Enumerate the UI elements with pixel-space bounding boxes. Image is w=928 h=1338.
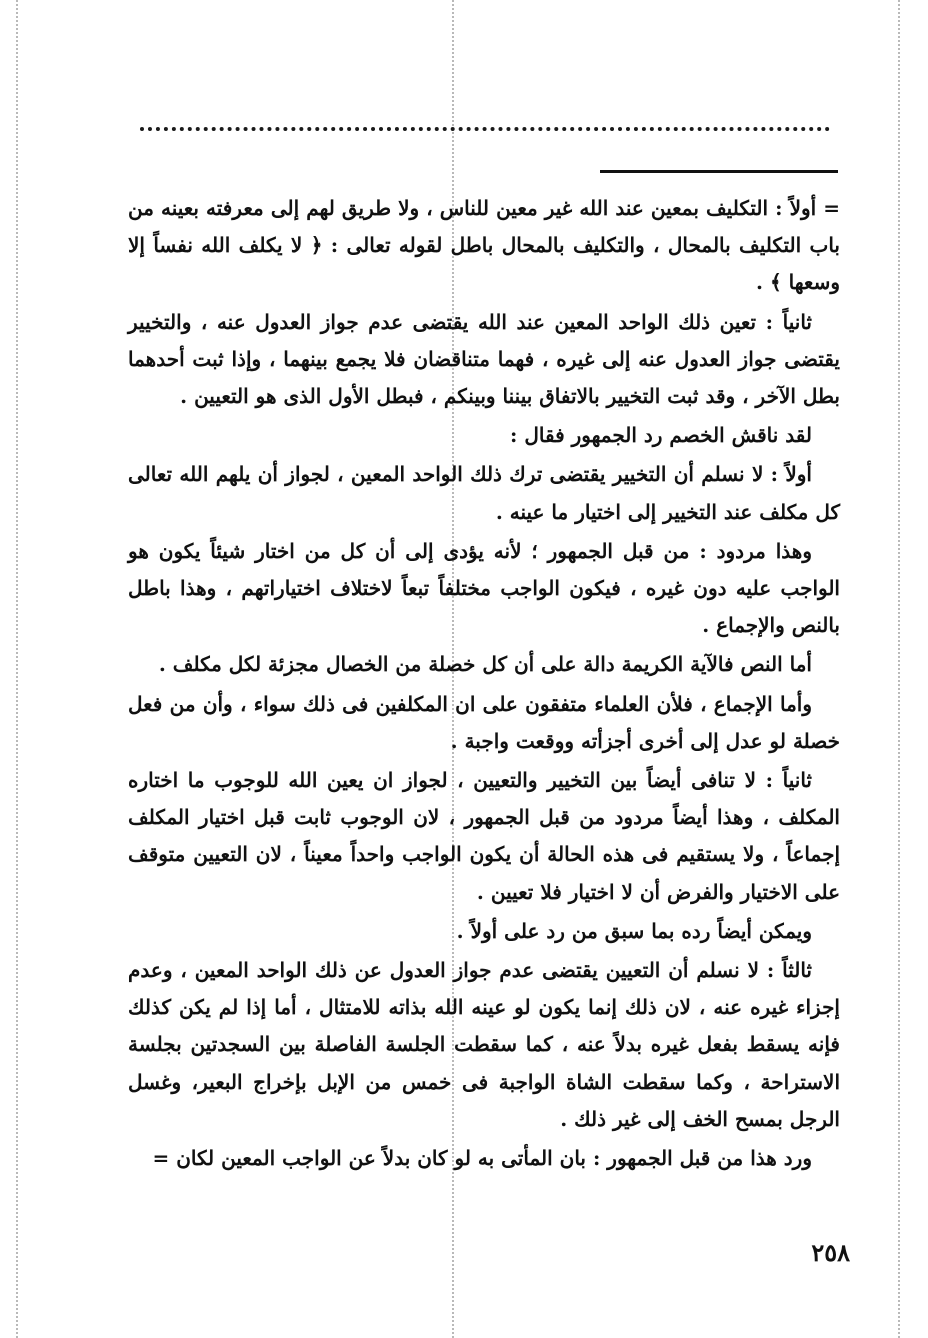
paragraph: ثانياً : لا تنافى أيضاً بين التخيير والتعيين ، لجواز ان يعين الله للوجوب ما اختاره المكلف ، وهذا أيضاً مردود من قبل الجمهور ، لان الوجوب ثابت قبل اختيار المكلف إجماعاً ، ولا يستقيم فى هذه الحالة أن يكون الواجب واحداً معيناً ، لان التعيين متوقف على الاختيار والفرض أن لا اختيار فلا تعيين . xyxy=(128,768,840,904)
paragraph: وهذا مردود : من قبل الجمهور ؛ لأنه يؤدى إلى أن كل من اختار شيئاً يكون هو الواجب عليه دون غيره ، فيكون الواجب مختلفاً تبعاً لاختلاف اختياراتهم ، وهذا باطل بالنص والإجماع . xyxy=(128,538,840,638)
page-number: ٢٥٨ xyxy=(811,1238,850,1267)
paragraph: ورد هذا من قبل الجمهور : بان المأتى به لو كان بدلاً عن الواجب المعين لكان = xyxy=(152,1146,812,1171)
paragraph: ويمكن أيضاً رده بما سبق من رد على أولاً . xyxy=(456,918,812,943)
footnote-text xyxy=(128,190,840,1179)
paragraph: أما النص فالآية الكريمة دالة على أن كل خصلة من الخصال مجزئة لكل مكلف . xyxy=(158,652,812,677)
paragraph: وأما الإجماع ، فلأن العلماء متفقون على ان المكلفين فى ذلك سواء ، وأن من فعل خصلة لو عدل إلى أخرى أجزأته ووقعت واجبة . xyxy=(128,691,840,753)
dotted-separator xyxy=(140,127,830,131)
paragraph: لقد ناقش الخصم رد الجمهور فقال : xyxy=(509,423,812,448)
paragraph: ثالثاً : لا نسلم أن التعيين يقتضى عدم جواز العدول عن ذلك الواحد المعين ، وعدم إجزاء غيره عنه ، لان ذلك إنما يكون لو عينه الله بذاته للامتثال ، أما إذا لم يكن كذلك فإنه يسقط بفعل غيره بدلاً عنه ، كما سقطت الجلسة الفاصلة بين السجدتين بجلسة الاستراحة ، وكما سقطت الشاة الواجبة فى خمس من الإبل بإخراج البعير، وغسل الرجل بمسح الخف إلى غير ذلك . xyxy=(128,958,840,1131)
paragraph: أولاً : لا نسلم أن التخيير يقتضى ترك ذلك الواحد المعين ، لجواز أن يلهم الله تعالى كل مكلف عند التخيير إلى اختيار ما عينه . xyxy=(128,462,840,524)
scan-dotted-line xyxy=(16,0,18,1338)
paragraph: = أولاً : التكليف بمعين عند الله غير معين للناس ، ولا طريق لهم إلى معرفته بعينه من باب التكليف بالمحال ، والتكليف بالمحال باطل لقوله تعالى : ﴿ لا يكلف الله نفساً إلا وسعها ﴾ . xyxy=(128,196,840,295)
footnote-rule xyxy=(600,170,838,173)
paragraph: ثانياً : تعين ذلك الواحد المعين عند الله يقتضى عدم جواز العدول عنه ، والتخيير يقتضى جواز العدول عنه إلى غيره ، فهما متناقضان فلا يجمع بينهما ، وإذا ثبت أحدهما بطل الآخر ، وقد ثبت التخيير بالاتفاق بيننا وبينكم ، فبطل الأول الذى هو التعيين . xyxy=(128,309,840,409)
scan-dotted-line xyxy=(898,0,900,1338)
